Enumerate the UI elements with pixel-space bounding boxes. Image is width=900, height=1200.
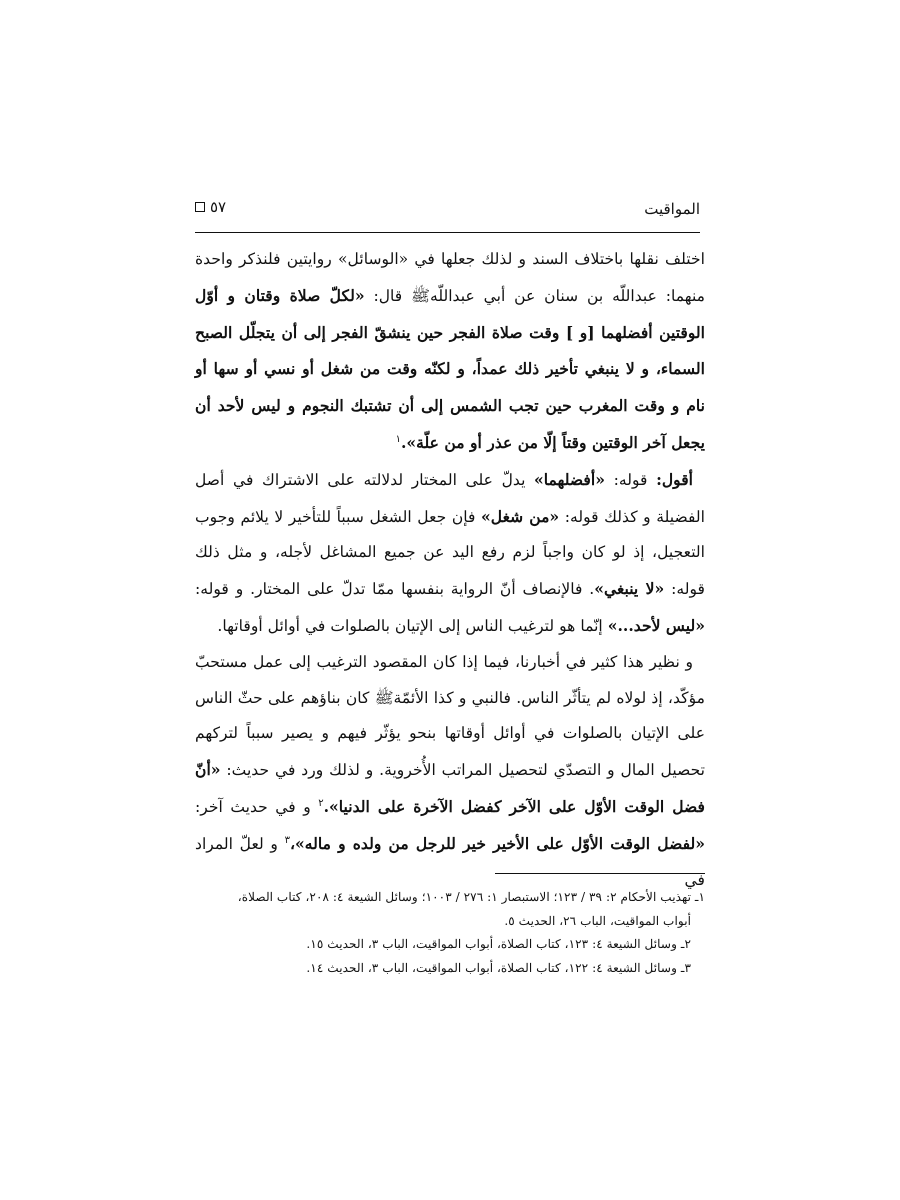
paragraph-text: . فالإنصاف أنّ الرواية بنفسها ممّا تدلّ على المختار. و قوله: <box>195 580 595 599</box>
running-title: المواقيت <box>644 200 700 218</box>
footnote-marker: ٣ <box>284 834 290 846</box>
footnote-3 <box>195 957 705 981</box>
hadith-quote: «أنّ فضل الوقت الأوّل على الآخر كفضل الآخرة على الدنيا». <box>195 760 705 816</box>
footnote-text: ٣ـ وسائل الشيعة ٤: ١٢٢، كتاب الصلاة، أبواب المواقيت، الباب ٣، الحديث ١٤. <box>306 960 691 975</box>
paragraph-text: إنّما هو لترغيب الناس إلى الإتيان بالصلوات في أوائل أوقاتها. <box>217 616 608 635</box>
paragraph-text: فإن جعل الشغل سبباً للتأخير لا يلائم وجوب التعجيل، إذ لو كان واجباً لزم رفع اليد عن جميع المشاغل لأجله، و مثل ذلك قوله: <box>195 507 705 599</box>
header-rule <box>195 232 700 233</box>
footnote-marker: ٢ <box>318 797 324 809</box>
footnote-rule <box>495 873 705 874</box>
footnote-marker: ١ <box>395 433 401 445</box>
aqul-label: أقول: <box>656 469 693 489</box>
quoted-term: «ليس لأحد...» <box>607 615 705 635</box>
paragraph-text: و في حديث آخر: <box>195 797 319 816</box>
salutation-glyph: ﷺ <box>411 286 430 305</box>
hadith-quote: «لكلّ صلاة وقتان و أوّل الوقتين أفضلهما [و ] وقت صلاة الفجر حين ينشقّ الفجر إلى أن يتجلّل الصبح السماء، و لا ينبغي تأخير ذلك عمداً، و لكنّه وقت من شغل أو نسي أو سها أو نام و وقت المغرب حين تجب الشمس إلى أن تشتبك النجوم و ليس لأحد أن يجعل آخر الوقتين وقتاً إلّا من عذر أو من علّة». <box>195 285 705 452</box>
quoted-term: «من شغل» <box>481 506 560 526</box>
footnotes <box>195 886 705 980</box>
paragraph-text: قوله: <box>604 470 657 489</box>
hollow-square-icon <box>195 202 205 212</box>
paragraph-1 <box>195 242 705 462</box>
paragraph-text: اختلف نقلها باختلاف السند و لذلك جعلها في «الوسائل» روايتين فلنذكر واحدة منهما: عبداللّه بن سنان عن أبي عبداللّه <box>195 250 706 305</box>
footnote-1-continued <box>195 910 705 934</box>
paragraph-text: قال: <box>364 286 412 305</box>
salutation-glyph: ﷺ <box>374 688 394 707</box>
footnote-2 <box>195 933 705 957</box>
paragraph-3 <box>195 645 705 899</box>
footnote-text: ١ـ تهذيب الأحكام ٢: ٣٩ / ١٢٣؛ الاستبصار ١: ٢٧٦ / ١٠٠٣؛ وسائل الشيعة ٤: ٢٠٨، كتاب الصلاة، <box>237 890 705 904</box>
hadith-quote: «لفضل الوقت الأوّل على الأخير خير للرجل من ولده و ماله»، <box>289 833 705 853</box>
footnote-1 <box>195 886 705 910</box>
footnote-text: أبواب المواقيت، الباب ٢٦، الحديث ٥. <box>504 913 691 928</box>
body-text <box>195 242 705 898</box>
paragraph-text: كان بناؤهم على حثّ الناس على الإتيان بالصلوات في أوائل أوقاتها بنحو يؤثّر فيهم و يصير سبباً لتركهم تحصيل المال و التصدّي لتحصيل المراتب الأُخروية. و لذلك ورد في حديث: <box>195 688 705 780</box>
page-number: ٥٧ <box>210 198 227 216</box>
quoted-term: «أفضلهما» <box>534 469 605 489</box>
quoted-term: «لا ينبغي» <box>594 579 665 599</box>
paragraph-text: و لعلّ المراد في <box>195 834 705 889</box>
paragraph-2 <box>195 462 705 645</box>
running-header <box>195 190 700 224</box>
page-number-group <box>195 198 226 216</box>
footnote-text: ٢ـ وسائل الشيعة ٤: ١٢٣، كتاب الصلاة، أبواب المواقيت، الباب ٣، الحديث ١٥. <box>306 937 691 951</box>
paragraph-text: يدلّ على المختار لدلالته على الاشتراك في أصل الفضيلة و كذلك قوله: <box>195 470 705 526</box>
paragraph-text: و نظير هذا كثير في أخبارنا، فيما إذا كان المقصود الترغيب إلى عمل مستحبّ مؤكّد، إذ لولاه لم يتأثّر الناس. فالنبي و كذا الأئمّة <box>195 652 705 707</box>
